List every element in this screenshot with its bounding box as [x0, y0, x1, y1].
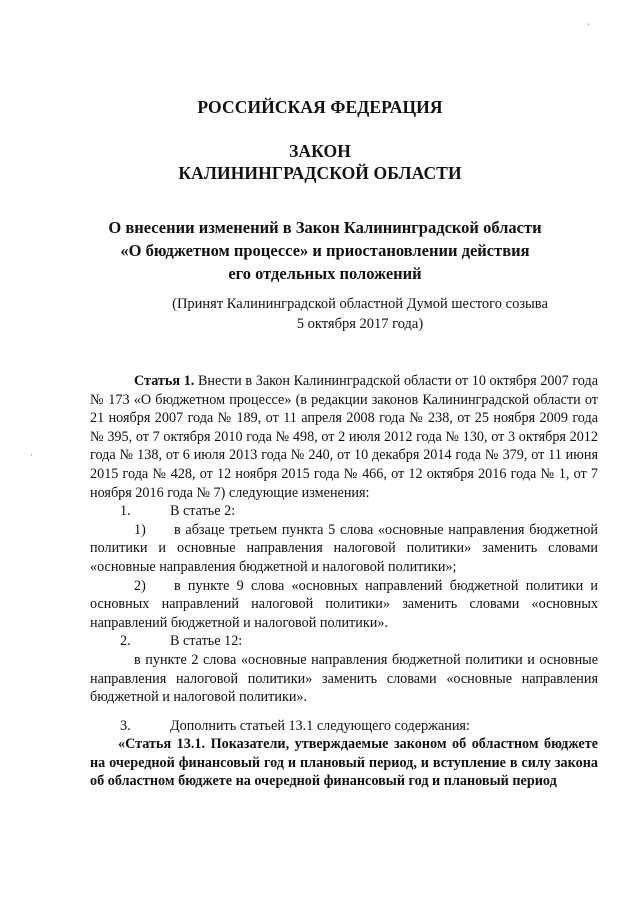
article-1-text: Внести в Закон Калининградской области от 10 октября 2007 года № 173 «О бюджетном процессе» (в редакции законов Калининградской области от 21 ноября 2007 года № 189, от 11 апреля 2008 года № 238, от 25 ноября 2009 года № 395, от 7 октября 2010 года № 498, от 2 июля 2012 года № 130, от 3 октября 2012 года № 138, от 6 июля 2013 года № 240, от 10 декабря 2014 года № 379, от 11 июня 2015 года № 428, от 12 ноября 2015 года № 466, от 12 октября 2016 года № 1, от 7 ноября 2016 года № 7) следующие изменения:: [90, 373, 598, 501]
law-title: [60, 216, 590, 285]
item-2: [90, 632, 598, 651]
item-1-subitem-2: [90, 577, 598, 633]
law-title-line: О внесении изменений в Закон Калининградской области: [108, 218, 542, 237]
item-1: [90, 502, 598, 521]
adoption-note-line: (Принят Калининградской областной Думой шестого созыва: [172, 296, 548, 312]
item-3-number: 3.: [120, 717, 131, 734]
item-2-text: В статье 12:: [170, 633, 243, 650]
adoption-note: [150, 294, 570, 334]
region-heading: КАЛИНИНГРАДСКОЙ ОБЛАСТИ: [178, 163, 462, 183]
item-1-subitem-1-number: 1): [134, 521, 146, 538]
article-1-heading: Статья 1.: [134, 373, 195, 389]
law-title-line: «О бюджетном процессе» и приостановлении действия: [120, 241, 530, 260]
article-13-1-heading: «Статья 13.1. Показатели, утверждаемые законом об областном бюджете на очередной финансовый год и плановый период, и вступление в силу закона об областном бюджете на очередной финансовый год и плановый период: [90, 736, 598, 790]
scan-mark: ·: [30, 450, 33, 460]
item-1-subitem-1: [90, 521, 598, 577]
article-1-paragraph: [90, 372, 598, 502]
item-2-number: 2.: [120, 633, 131, 650]
item-1-subitem-1-text: в абзаце третьем пункта 5 слова «основные направления бюджетной политики и основные направления налоговой политики» заменить словами «основные направления бюджетной и налоговой политики»;: [90, 521, 598, 575]
item-3-text: Дополнить статьей 13.1 следующего содержания:: [170, 717, 470, 734]
item-1-text: В статье 2:: [170, 503, 236, 520]
federation-heading: РОССИЙСКАЯ ФЕДЕРАЦИЯ: [197, 97, 443, 117]
item-1-subitem-2-text: в пункте 9 слова «основных направлений бюджетной политики и основных направлений налоговой политики» заменить словами «основных направлений бюджетной и налоговой политики».: [90, 577, 598, 631]
item-2-body: в пункте 2 слова «основные направления бюджетной политики и основные направления налоговой политики» заменить словами «основные направления бюджетной и налоговой политики».: [90, 651, 598, 706]
item-1-number: 1.: [120, 503, 131, 520]
law-title-line: его отдельных положений: [228, 264, 422, 283]
law-heading: ЗАКОН: [289, 141, 351, 161]
item-1-subitem-2-number: 2): [134, 577, 146, 594]
scan-mark: ': [588, 22, 590, 32]
item-3: [90, 717, 598, 736]
adoption-date: 5 октября 2017 года): [296, 316, 424, 332]
law-body: [90, 372, 598, 791]
